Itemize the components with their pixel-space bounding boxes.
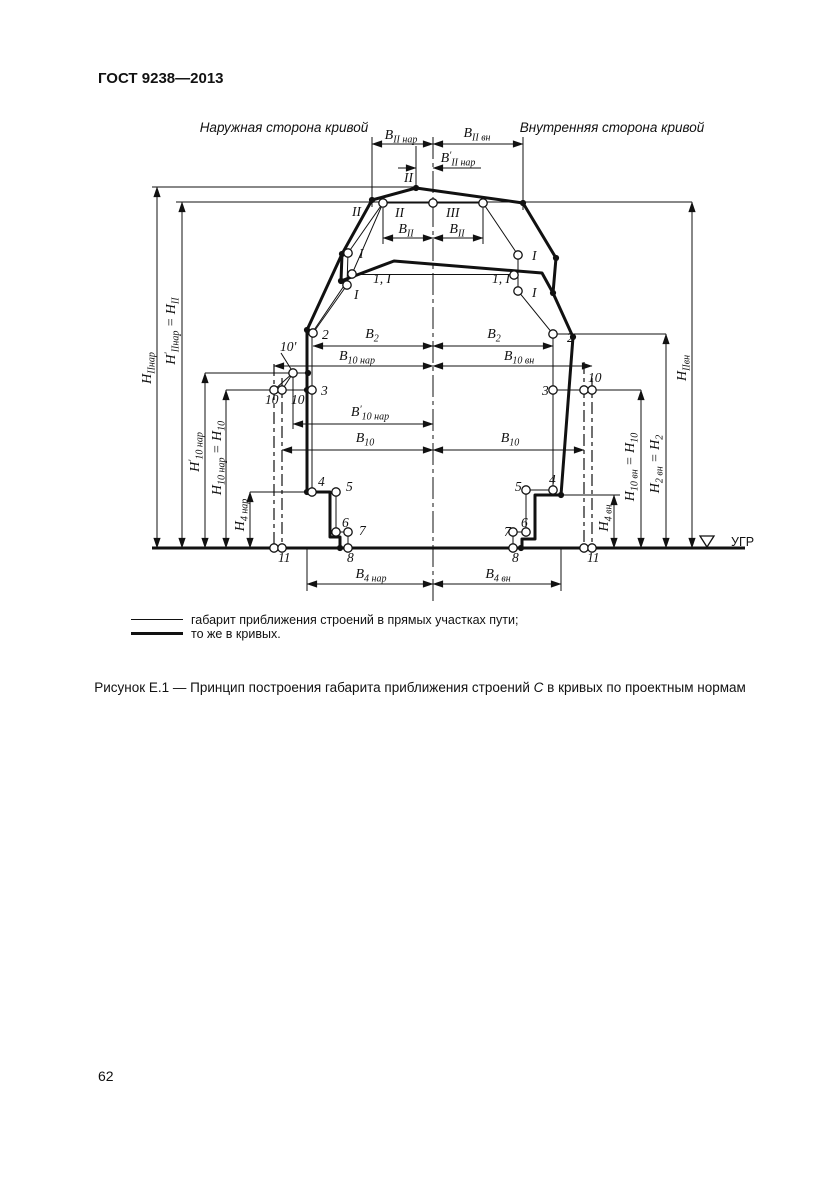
- gauge-vertex-dot: [550, 290, 556, 296]
- dim-h-10-vn: $Н_{10 вн} = Н_{10}$: [623, 432, 641, 502]
- dim-b-II-nar: $В_{II нар}$: [384, 128, 418, 146]
- label-5-left: 5: [346, 479, 353, 494]
- gauge-point-circle: [344, 249, 352, 257]
- gauge-point-circle: [514, 287, 522, 295]
- gauge-vertex-dot: [553, 255, 559, 261]
- label-2-right: 2: [567, 330, 574, 345]
- legend: [131, 613, 518, 641]
- gauge-point-circle: [588, 386, 596, 394]
- label-3-left: 3: [321, 383, 328, 398]
- curve-gauge-outline: [307, 188, 573, 548]
- dim-h-4-vn: $Н_{4 вн}$: [597, 504, 615, 532]
- label-II-outer-left: II: [352, 204, 361, 219]
- label-4-left: 4: [318, 474, 325, 489]
- gauge-vertex-dot: [369, 197, 375, 203]
- label-I-right-upper: I: [532, 248, 537, 263]
- gauge-vertex-dot: [305, 370, 311, 376]
- dim-b-10-nar: $В_{10 нар}$: [338, 349, 376, 367]
- label-I-right-lower: I: [532, 285, 537, 300]
- gauge-vertex-dot: [520, 200, 526, 206]
- label-10-left-b: 10: [291, 392, 305, 407]
- label-III: III: [446, 205, 460, 220]
- gauge-point-circle: [580, 386, 588, 394]
- figure-caption: Рисунок Е.1 — Принцип построения габарита приближения строений С в кривых по проектным нормам: [94, 680, 746, 695]
- label-10-right: 10: [588, 370, 602, 385]
- gauge-point-circle: [549, 386, 557, 394]
- figure-e1-diagram: [0, 95, 840, 610]
- gauge-point-circle: [332, 528, 340, 536]
- height-dimensions: [157, 187, 692, 548]
- label-11-left: 11: [278, 550, 291, 565]
- label-10-left-a: 10: [265, 392, 279, 407]
- gauge-point-circle: [289, 369, 297, 377]
- standard-number: ГОСТ 9238—2013: [98, 70, 224, 87]
- label-5-right: 5: [515, 479, 522, 494]
- dim-b-II-left: $В_{II}$: [398, 222, 414, 240]
- label-ugr: УГР: [731, 535, 755, 549]
- label-8-right: 8: [512, 550, 519, 565]
- gauge-point-circle: [308, 386, 316, 394]
- rail-head-level-line: [152, 536, 745, 548]
- dim-h-4-nar: $Н_{4 нар}$: [233, 498, 251, 532]
- legend-text-straight: габарит приближения строений в прямых участках пути;: [191, 612, 519, 627]
- gauge-point-circle: [278, 386, 286, 394]
- diagram-labels: [140, 126, 754, 585]
- label-II-apex: II: [404, 170, 413, 185]
- gauge-point-circle: [514, 251, 522, 259]
- legend-item-straight: [131, 613, 518, 626]
- dim-b-4-nar: $В_{4 нар}$: [355, 567, 387, 585]
- dim-b-10-left: $В_{10}$: [355, 431, 375, 449]
- dim-b-10-right: $В_{10}$: [500, 431, 520, 449]
- label-2-left: 2: [322, 327, 329, 342]
- label-7-left: 7: [359, 523, 366, 538]
- gauge-point-circle: [549, 330, 557, 338]
- legend-text-curve: то же в кривых.: [191, 626, 281, 641]
- thin-line-sample: [131, 619, 183, 620]
- gauge-point-circle: [348, 270, 356, 278]
- level-mark-icon: [700, 536, 714, 547]
- reference-lines: [152, 187, 692, 495]
- gauge-vertex-dot: [518, 545, 524, 551]
- dim-b-2-right: $В_2$: [487, 327, 501, 345]
- gauge-vertex-dot: [413, 185, 419, 191]
- gauge-point-circle: [332, 488, 340, 496]
- label-I-left-lower: I: [354, 287, 359, 302]
- page-number: 62: [98, 1068, 114, 1084]
- label-11-right: 11: [587, 550, 600, 565]
- dim-h-II-nar-prime: $Н'_{IIнар} = Н_{II}$: [163, 297, 182, 365]
- gauge-point-circle: [429, 199, 437, 207]
- dim-h-10-nar: $Н_{10 нар} = Н_{10}$: [210, 420, 228, 496]
- label-6-right: 6: [521, 515, 528, 530]
- label-1I-right: 1, I: [492, 271, 510, 286]
- gauge-point-circle: [270, 544, 278, 552]
- gauge-point-circle: [309, 329, 317, 337]
- gauge-point-circle: [479, 199, 487, 207]
- label-10-prime: 10': [280, 339, 297, 354]
- legend-item-curve: [131, 627, 518, 640]
- clearance-gauge-diagram: [0, 95, 840, 610]
- label-II-circle-left: II: [395, 205, 404, 220]
- dim-b-II-nar-prime: $В'_{II нар}$: [440, 150, 476, 169]
- gauge-vertex-dot: [558, 492, 564, 498]
- gauge-point-circle: [522, 486, 530, 494]
- dim-h-10-nar-prime: $Н'_{10 нар}$: [187, 432, 206, 472]
- gauge-point-circle: [343, 281, 351, 289]
- gauge-point-circle: [549, 486, 557, 494]
- gauge-point-circle: [308, 488, 316, 496]
- dim-h-II-vn: $Н_{IIвн}$: [675, 354, 693, 382]
- label-6-left: 6: [342, 515, 349, 530]
- label-7-right: 7: [504, 524, 511, 539]
- label-8-left: 8: [347, 550, 354, 565]
- outer-side-label: Наружная сторона кривой: [199, 120, 369, 135]
- gauge-vertex-dot: [337, 545, 343, 551]
- gauge-point-circle: [379, 199, 387, 207]
- dim-b-10-nar-prime: $В'_{10 нар}$: [350, 404, 390, 423]
- dim-h-2-vn: $Н_{2 вн} = Н_2$: [648, 434, 666, 494]
- dim-h-II-nar: $Н_{IIнар}$: [140, 352, 158, 384]
- dim-b-2-left: $В_2$: [365, 327, 379, 345]
- label-3-right: 3: [542, 383, 549, 398]
- inner-side-label: Внутренняя сторона кривой: [519, 120, 705, 135]
- thick-line-sample: [131, 632, 183, 635]
- dim-b-4-vn: $В_{4 вн}$: [485, 567, 511, 585]
- gauge-point-circle: [510, 271, 518, 279]
- label-4-right: 4: [549, 472, 556, 487]
- label-I-left-upper: I: [359, 246, 364, 261]
- dim-b-II-right: $В_{II}$: [449, 222, 465, 240]
- dim-b-II-vn: $В_{II вн}$: [463, 126, 491, 144]
- label-1I-left: 1, I: [373, 271, 391, 286]
- dim-b-10-vn: $В_{10 вн}$: [503, 349, 535, 367]
